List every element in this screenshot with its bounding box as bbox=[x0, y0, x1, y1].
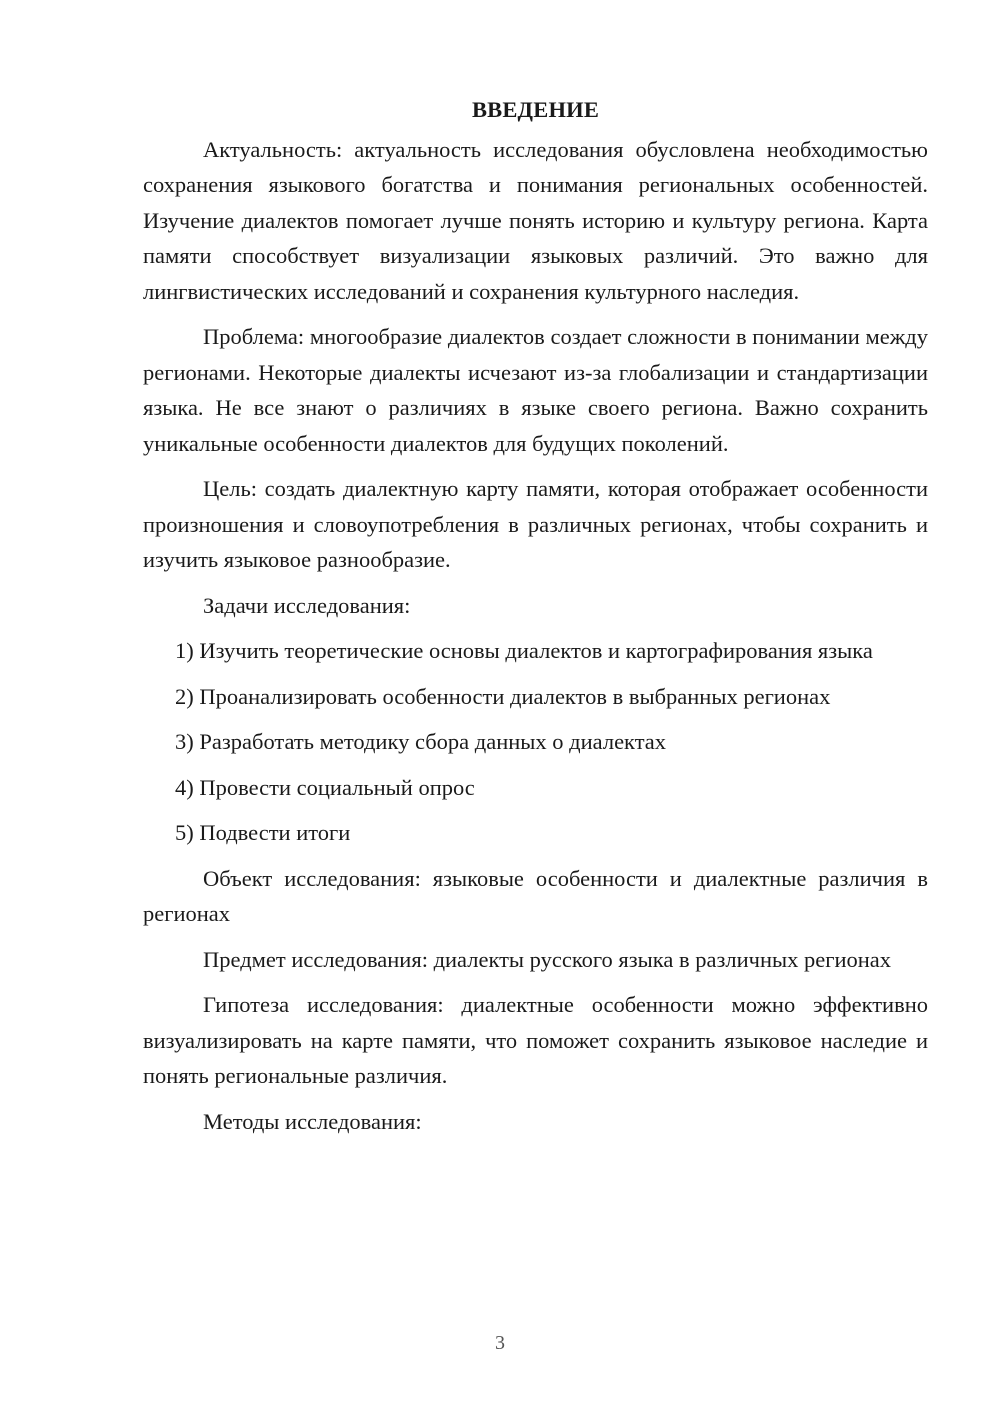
hypothesis-paragraph: Гипотеза исследования: диалектные особенности можно эффективно визуализировать на карте памяти, что поможет сохранить языковое наследие и понять региональные различия. bbox=[143, 992, 928, 1088]
task-item: 4) Провести социальный опрос bbox=[175, 774, 475, 800]
task-item: 3) Разработать методику сбора данных о диалектах bbox=[175, 729, 667, 754]
task-item: 2) Проанализировать особенности диалектов в выбранных регионах bbox=[175, 683, 831, 709]
methods-heading: Методы исследования: bbox=[203, 1108, 422, 1134]
problem-paragraph: Проблема: многообразие диалектов создает сложности в понимании между регионами. Некоторые диалекты исчезают из-за глобализации и стандартизации языка. Не все знают о различиях в языке своего региона. Важно сохранить уникальные особенности диалектов для будущих поколений. bbox=[143, 324, 928, 456]
task-item: 1) Изучить теоретические основы диалектов и картографирования языка bbox=[175, 638, 873, 663]
relevance-paragraph: Актуальность: актуальность исследования обусловлена необходимостью сохранения языкового богатства и понимания региональных особенностей. Изучение диалектов помогает лучше понять историю и культуру региона. Карта памяти способствует визуализации языковых различий. Это важно для лингвистических исследований и сохранения культурного наследия. bbox=[143, 136, 928, 304]
goal-paragraph: Цель: создать диалектную карту памяти, которая отображает особенности произношения и словоупотребления в различных регионах, чтобы сохранить и изучить языковое разнообразие. bbox=[143, 476, 928, 572]
subject-paragraph: Предмет исследования: диалекты русского языка в различных регионах bbox=[203, 946, 892, 972]
page-number: 3 bbox=[495, 1332, 505, 1354]
tasks-heading: Задачи исследования: bbox=[203, 592, 411, 618]
section-title: ВВЕДЕНИЕ bbox=[471, 97, 600, 122]
task-item: 5) Подвести итоги bbox=[175, 820, 351, 845]
object-paragraph: Объект исследования: языковые особенности и диалектные различия в регионах bbox=[143, 865, 928, 926]
document-page bbox=[143, 92, 928, 1149]
